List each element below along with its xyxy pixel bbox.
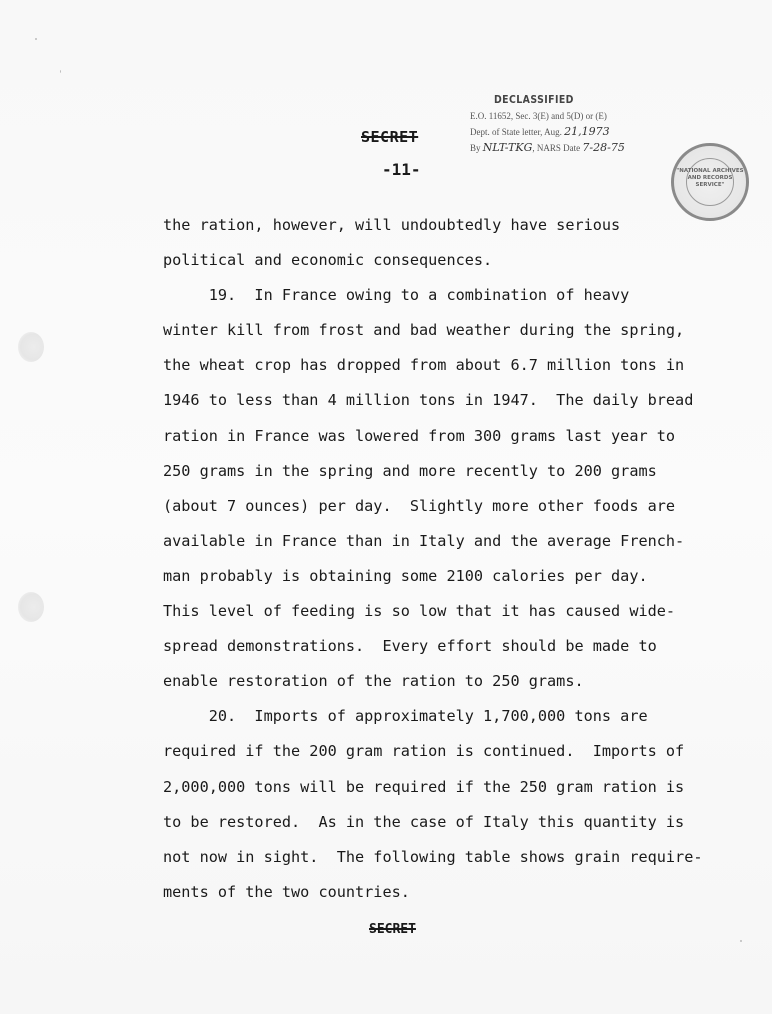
by-initials-handwritten: NLT-TKG [482, 141, 533, 154]
declassification-letter: Dept. of State letter, Aug. [470, 127, 562, 137]
body-line: available in France than in Italy and the average French- [163, 531, 685, 550]
body-line: to be restored. As in the case of Italy this quantity is [163, 812, 685, 831]
body-line: winter kill from frost and bad weather during the spring, [163, 321, 685, 340]
body-line: This level of feeding is so low that it has caused wide- [163, 602, 676, 621]
body-line: the wheat crop has dropped from about 6.7 million tons in [163, 356, 685, 375]
declassification-authority: E.O. 11652, Sec. 3(E) and 5(D) or (E) [470, 111, 607, 121]
body-line: required if the 200 gram ration is continued. Imports of [163, 742, 685, 761]
speck [35, 38, 37, 40]
punch-hole-mark [18, 592, 44, 622]
body-text [163, 208, 733, 910]
body-line: spread demonstrations. Every effort should be made to [163, 637, 657, 656]
declassification-letter-row [470, 124, 670, 140]
header-classification-marking: SECRET [361, 128, 419, 146]
letter-date-handwritten: 21,1973 [564, 125, 610, 138]
body-line: 250 grams in the spring and more recently to 200 grams [163, 461, 657, 480]
declassification-by-row [470, 140, 670, 156]
nars-date-label: , NARS Date [532, 143, 581, 153]
seal-text: "NATIONAL ARCHIVES AND RECORDS SERVICE" [676, 168, 744, 188]
punch-hole-mark [18, 332, 44, 362]
body-line: the ration, however, will undoubtedly have serious [163, 216, 621, 234]
body-line: 2,000,000 tons will be required if the 250 gram ration is [163, 777, 685, 796]
speck [740, 940, 742, 942]
body-line: ments of the two countries. [163, 882, 410, 901]
body-line: 19. In France owing to a combination of heavy [163, 286, 630, 305]
declassification-stamp [470, 92, 670, 156]
speck [60, 70, 61, 73]
body-line: 1946 to less than 4 million tons in 1947. The daily bread [163, 391, 694, 410]
nars-date-handwritten: 7-28-75 [582, 141, 625, 154]
body-line: political and economic consequences. [163, 251, 493, 270]
declassified-title: DECLASSIFIED [494, 93, 574, 106]
body-line: enable restoration of the ration to 250 grams. [163, 672, 584, 691]
body-line: (about 7 ounces) per day. Slightly more other foods are [163, 496, 676, 515]
page-number: -11- [382, 160, 421, 179]
body-line: man probably is obtaining some 2100 calories per day. [163, 566, 648, 585]
body-line: ration in France was lowered from 300 grams last year to [163, 426, 676, 445]
body-line: 20. Imports of approximately 1,700,000 tons are [163, 707, 648, 726]
footer-classification-marking: SECRET [369, 922, 416, 937]
by-label: By [470, 143, 481, 153]
body-line: not now in sight. The following table shows grain require- [163, 847, 703, 866]
